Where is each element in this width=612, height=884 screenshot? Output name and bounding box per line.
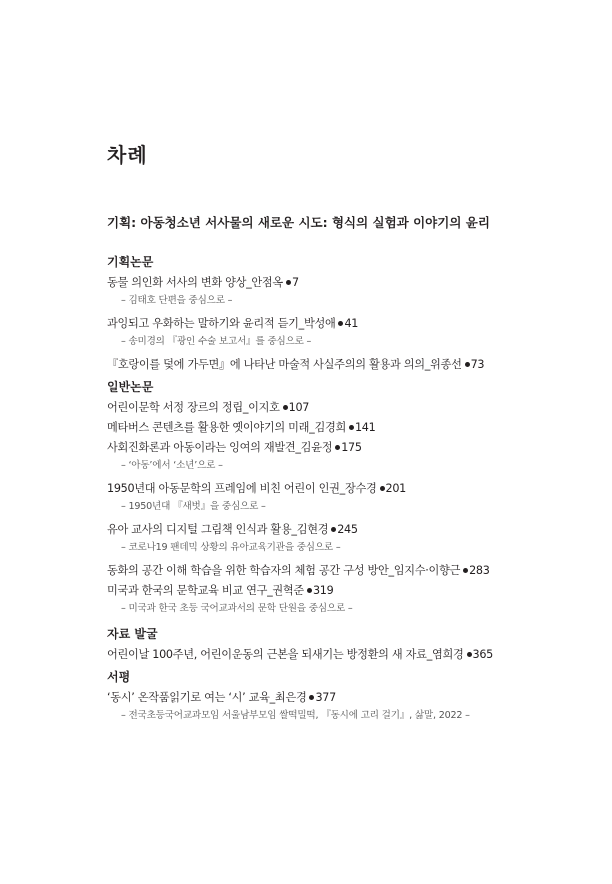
page-number: 377: [315, 691, 336, 704]
bullet-dot-icon: [307, 588, 312, 593]
page-number: 7: [291, 276, 299, 289]
section-heading: 자료 발굴: [107, 627, 158, 641]
page-number: 201: [385, 482, 406, 495]
entry-title: 동물 의인화 서사의 변화 양상_안점옥: [107, 276, 283, 289]
bullet-dot-icon: [467, 652, 472, 657]
bullet-dot-icon: [338, 321, 343, 326]
toc-entry[interactable]: [107, 355, 587, 375]
bullet-dot-icon: [286, 280, 291, 285]
toc-entry[interactable]: [107, 398, 587, 418]
special-feature-title: 기획: 아동청소년 서사물의 새로운 시도: 형식의 실험과 이야기의 윤리: [107, 215, 490, 230]
bullet-dot-icon: [335, 445, 340, 450]
page-number: 141: [354, 421, 376, 434]
bullet-dot-icon: [463, 568, 468, 573]
bullet-dot-icon: [331, 527, 336, 532]
entry-title: 메타버스 콘텐츠를 활용한 옛이야기의 미래_김경희: [107, 421, 346, 434]
toc-sections: [107, 253, 587, 732]
toc-entry[interactable]: [107, 520, 587, 540]
entry-title: 『호랑이를 덫에 가두면』에 나타난 마술적 사실주의의 활용과 의의_위종선: [107, 358, 462, 371]
page-number: 41: [344, 317, 359, 330]
section-spacer: [107, 729, 587, 732]
entry-subtitle: – 미국과 한국 초등 국어교과서의 문학 단원을 중심으로 –: [121, 603, 353, 614]
entry-title: 미국과 한국의 문학교육 비교 연구_권혁준: [107, 584, 304, 597]
bullet-dot-icon: [349, 425, 354, 430]
toc-entry[interactable]: [107, 645, 587, 665]
page-number: 73: [470, 358, 485, 371]
toc-section: [107, 668, 587, 732]
page-number: 283: [469, 564, 490, 577]
entry-subtitle: – 송미경의 『광인 수술 보고서』를 중심으로 –: [121, 336, 312, 347]
entry-title: 사회진화론과 아동이라는 잉여의 재발견_김윤정: [107, 441, 333, 454]
bullet-dot-icon: [283, 405, 288, 410]
entry-subtitle: – 김태호 단편을 중심으로 –: [121, 295, 233, 306]
toc-entry[interactable]: [107, 273, 587, 293]
page-number: 365: [472, 648, 493, 661]
page-number: 319: [312, 584, 334, 597]
bullet-dot-icon: [309, 695, 314, 700]
page-number: 107: [288, 401, 310, 414]
entry-subtitle: – 코로나19 팬데믹 상황의 유아교육기관을 중심으로 –: [121, 542, 341, 553]
page-number: 175: [341, 441, 362, 454]
bullet-dot-icon: [465, 362, 470, 367]
page-number: 245: [337, 523, 358, 536]
entry-title: 1950년대 아동문학의 프레임에 비친 어린이 인권_장수경: [107, 482, 377, 495]
page-title: 차례: [107, 143, 148, 167]
entry-subtitle: – ‘아동’에서 ‘소년’으로 –: [121, 460, 223, 471]
entry-subtitle: – 1950년대 『새벗』을 중심으로 –: [121, 501, 266, 512]
bullet-dot-icon: [380, 486, 385, 491]
entry-title: 유아 교사의 디지털 그림책 인식과 활용_김현경: [107, 523, 329, 536]
toc-entry[interactable]: [107, 438, 587, 458]
toc-entry[interactable]: [107, 688, 587, 708]
toc-section: [107, 378, 587, 625]
toc-entry[interactable]: [107, 561, 587, 581]
toc-section: [107, 253, 587, 378]
entry-title: 동화의 공간 이해 학습을 위한 학습자의 체험 공간 구성 방안_임지수·이향근: [107, 564, 461, 577]
entry-subtitle: – 전국초등국어교과모임 서울남부모임 쌀떡밀떡, 『동시에 고리 걸기』, 삶말, 2022 –: [121, 710, 470, 721]
entry-title: 과잉되고 우화하는 말하기와 윤리적 듣기_박성애: [107, 317, 336, 330]
entry-title: 어린이문학 서정 장르의 정립_이지호: [107, 401, 280, 414]
toc-entry[interactable]: [107, 479, 587, 499]
section-heading: 일반논문: [107, 380, 154, 394]
toc-entry[interactable]: [107, 314, 587, 334]
toc-entry[interactable]: [107, 581, 587, 601]
section-heading: 기획논문: [107, 255, 154, 269]
toc-section: [107, 625, 587, 668]
section-heading: 서평: [107, 670, 131, 684]
toc-entry[interactable]: [107, 418, 587, 438]
table-of-contents: [107, 214, 587, 732]
entry-title: ‘동시’ 온작품읽기로 여는 ‘시’ 교육_최은경: [107, 691, 307, 704]
entry-title: 어린이날 100주년, 어린이운동의 근본을 되새기는 방정환의 새 자료_염희경: [107, 648, 464, 661]
